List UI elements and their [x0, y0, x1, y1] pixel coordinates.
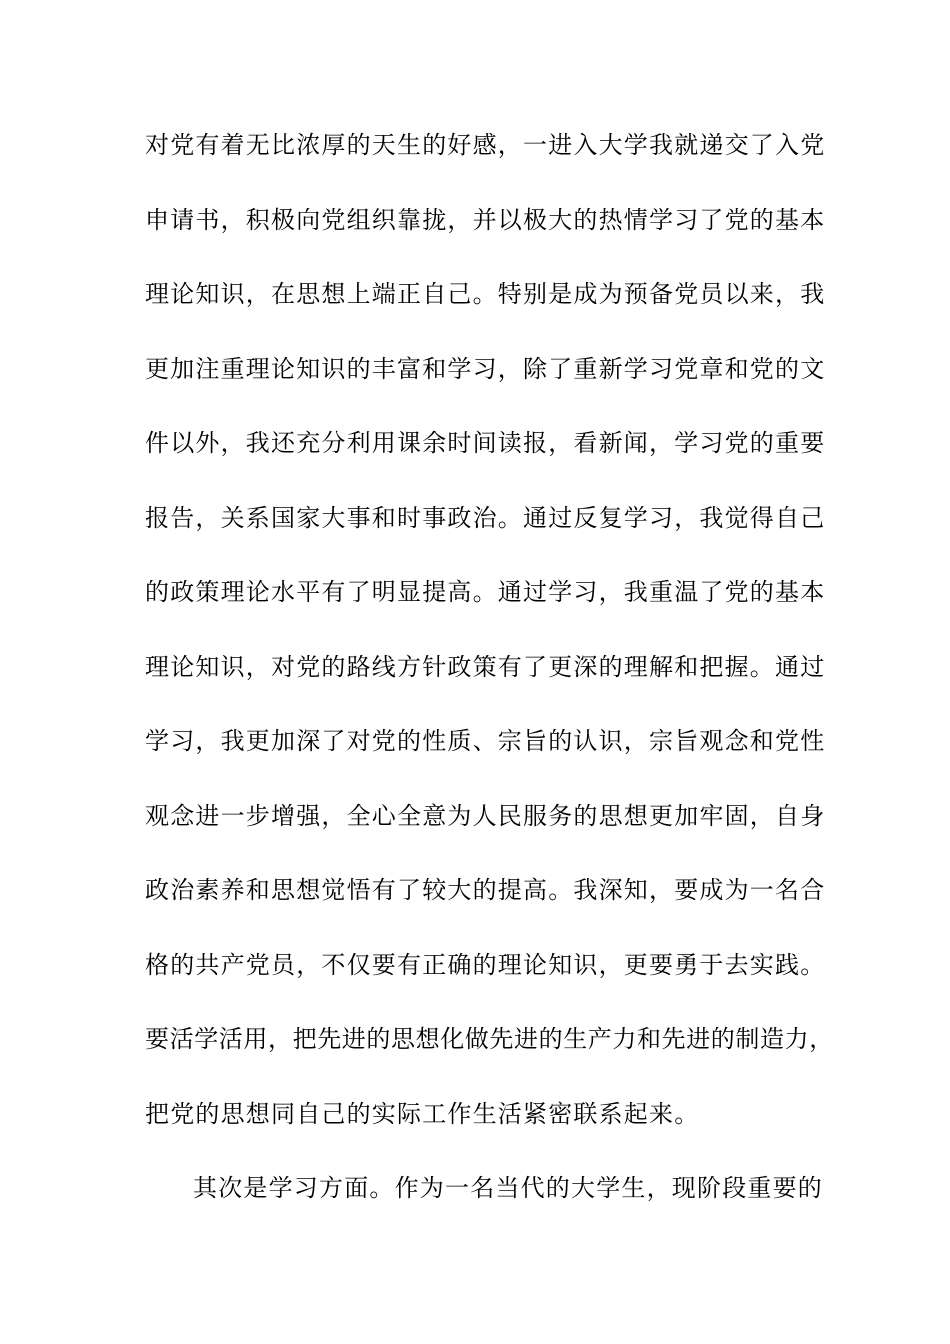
text-line-15: 其次是学习方面。作为一名当代的大学生，现阶段重要的	[193, 1174, 823, 1202]
text-line-12: 格的共产党员，不仅要有正确的理论知识，更要勇于去实践。	[145, 950, 826, 979]
text-line-2: 申请书，积极向党组织靠拢，并以极大的热情学习了党的基本	[145, 205, 826, 234]
text-line-6: 报告，关系国家大事和时事政治。通过反复学习，我觉得自己	[145, 503, 826, 532]
text-line-14: 把党的思想同自己的实际工作生活紧密联系起来。	[145, 1099, 700, 1128]
text-line-3: 理论知识，在思想上端正自己。特别是成为预备党员以来，我	[145, 280, 826, 308]
text-line-7: 的政策理论水平有了明显提高。通过学习，我重温了党的基本	[145, 578, 826, 606]
text-line-11: 政治素养和思想觉悟有了较大的提高。我深知，要成为一名合	[145, 876, 826, 904]
text-line-13: 要活学活用，把先进的思想化做先进的生产力和先进的制造力，	[145, 1025, 834, 1053]
text-line-8: 理论知识，对党的路线方针政策有了更深的理解和把握。通过	[145, 652, 826, 681]
text-line-9: 学习，我更加深了对党的性质、宗旨的认识，宗旨观念和党性	[145, 727, 826, 755]
text-line-4: 更加注重理论知识的丰富和学习，除了重新学习党章和党的文	[145, 354, 826, 383]
text-line-5: 件以外，我还充分利用课余时间读报，看新闻，学习党的重要	[145, 429, 826, 457]
body-text	[145, 131, 834, 1251]
text-line-1: 对党有着无比浓厚的天生的好感，一进入大学我就递交了入党	[145, 131, 826, 159]
text-line-10: 观念进一步增强，全心全意为人民服务的思想更加牢固，自身	[145, 801, 826, 830]
